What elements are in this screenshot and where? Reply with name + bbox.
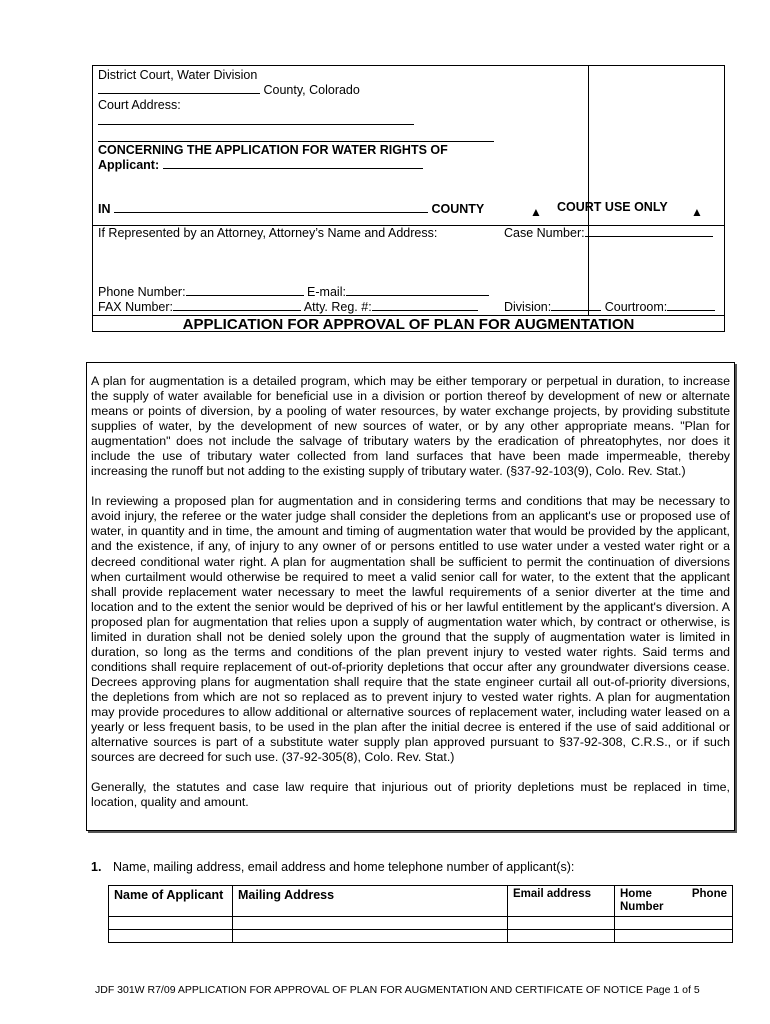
header-phone: Phone bbox=[691, 888, 727, 900]
county-label: COUNTY bbox=[431, 202, 485, 216]
applicant-phone-cell[interactable] bbox=[615, 930, 733, 943]
info-box bbox=[86, 362, 735, 831]
atty-reg-label: Atty. Reg. #: bbox=[303, 300, 372, 314]
question-1 bbox=[91, 860, 574, 875]
table-row bbox=[109, 930, 733, 943]
court-use-left-arrow-icon: ▲ bbox=[530, 205, 542, 219]
court-use-right-arrow-icon: ▲ bbox=[691, 205, 703, 219]
court-address-label: Court Address: bbox=[98, 98, 181, 112]
applicant-blank[interactable] bbox=[163, 158, 423, 169]
division-line bbox=[504, 300, 715, 315]
email-label: E-mail: bbox=[307, 285, 346, 299]
question-1-text: Name, mailing address, email address and home telephone number of applicant(s): bbox=[113, 860, 575, 874]
applicant-email-cell[interactable] bbox=[508, 930, 615, 943]
header-email-address: Email address bbox=[508, 886, 615, 917]
table-row bbox=[109, 917, 733, 930]
courtroom-label: Courtroom: bbox=[604, 300, 668, 314]
county-line bbox=[98, 83, 360, 98]
form-title: APPLICATION FOR APPROVAL OF PLAN FOR AUGMENTATION bbox=[182, 316, 635, 333]
in-label: IN bbox=[98, 202, 111, 216]
page-footer: JDF 301W R7/09 APPLICATION FOR APPROVAL OF PLAN FOR AUGMENTATION AND CERTIFICATE OF NOTICE Page 1 of 5 bbox=[95, 984, 700, 996]
court-address-rule bbox=[98, 141, 494, 142]
county-blank[interactable] bbox=[98, 83, 260, 94]
division-blank[interactable] bbox=[551, 300, 601, 311]
question-1-number: 1. bbox=[91, 860, 102, 874]
court-address-blank[interactable] bbox=[98, 124, 414, 125]
applicant-line bbox=[98, 158, 423, 173]
attorney-label: If Represented by an Attorney, Attorney’s Name and Address: bbox=[98, 226, 438, 240]
county-suffix: County, Colorado bbox=[263, 83, 360, 97]
fax-blank[interactable] bbox=[173, 300, 301, 311]
header-number: Number bbox=[620, 901, 664, 913]
applicant-name-cell[interactable] bbox=[109, 930, 233, 943]
phone-line bbox=[98, 285, 489, 300]
header-name-of-applicant: Name of Applicant bbox=[109, 886, 233, 917]
email-blank[interactable] bbox=[346, 285, 489, 296]
case-number-blank[interactable] bbox=[585, 226, 713, 237]
caption-box bbox=[92, 65, 725, 332]
courtroom-blank[interactable] bbox=[667, 300, 715, 311]
division-label: Division: bbox=[504, 300, 552, 314]
applicant-address-cell[interactable] bbox=[233, 930, 508, 943]
caption-divider-vertical bbox=[588, 66, 589, 315]
court-name: District Court, Water Division bbox=[98, 68, 258, 82]
case-number-label: Case Number: bbox=[504, 226, 585, 240]
applicant-table bbox=[108, 885, 733, 943]
phone-label: Phone Number: bbox=[98, 285, 186, 299]
table-header-row bbox=[109, 886, 733, 917]
info-paragraph-review: In reviewing a proposed plan for augmentation and in considering terms and conditions that may be necessary to avoid injury, the referee or the water judge shall consider the depletions from an applicant's use or proposed use of water, in quantity and in time, the amount and timing of augmentation water that would be provided by the applicant, and the existence, if any, of injury to any owner of or persons entitled to use water under a vested water right or a decreed conditional water right. A plan for augmentation shall be sufficient to permit the continuation of diversions when curtailment would otherwise be required to meet a valid senior call for water, to the extent that the applicant shall provide replacement water necessary to meet the lawful requirements of a senior diverter at the time and location and to the extent the senior would be deprived of his or her lawful entitlement by the applicant's diversion. A proposed plan for augmentation that relies upon a supply of augmentation water which, by contract or otherwise, is limited in duration shall not be denied solely upon the ground that the supply of augmentation water is limited in duration, so long as the terms and conditions of the plan prevent injury to vested water rights. Said terms and conditions shall require replacement of out-of-priority depletions that occur after any groundwater diversions cease. Decrees approving plans for augmentation shall require that the state engineer curtail all out-of-priority diversions, the depletions from which are not so replaced as to prevent injury to vested water rights. A plan for augmentation may provide procedures to allow additional or alternative sources of replacement water, including water leased on a yearly or less frequent basis, to be used in the plan after the initial decree is entered if the use of said additional or alternative sources is part of a substitute water supply plan approved pursuant to §37-92-308, C.R.S., or if such sources are decreed for such use. (37-92-305(8), Colo. Rev. Stat.) bbox=[91, 494, 730, 765]
phone-blank[interactable] bbox=[186, 285, 304, 296]
applicant-phone-cell[interactable] bbox=[615, 917, 733, 930]
header-home-phone bbox=[615, 886, 733, 917]
applicant-name-cell[interactable] bbox=[109, 917, 233, 930]
applicant-email-cell[interactable] bbox=[508, 917, 615, 930]
info-paragraph-definition: A plan for augmentation is a detailed program, which may be either temporary or perpetual in duration, to increase the supply of water available for beneficial use in a division or portion thereof by development of new or alternate means or points of diversion, by a pooling of water resources, by water exchange projects, by providing substitute supplies of water, by the development of new sources of water, or by any other appropriate means. "Plan for augmentation" does not include the salvage of tributary waters by the eradication of phreatophytes, nor does it include the use of tributary water collected from land surfaces that have been made impermeable, thereby increasing the runoff but not adding to the existing supply of tributary water. (§37-92-103(9), Colo. Rev. Stat.) bbox=[91, 374, 730, 479]
in-county-line bbox=[98, 202, 484, 217]
fax-line bbox=[98, 300, 478, 315]
applicant-label: Applicant: bbox=[98, 158, 160, 172]
header-mailing-address: Mailing Address bbox=[233, 886, 508, 917]
case-number-line bbox=[504, 226, 713, 241]
header-home: Home bbox=[620, 888, 652, 900]
info-text bbox=[91, 374, 730, 825]
fax-label: FAX Number: bbox=[98, 300, 174, 314]
applicant-address-cell[interactable] bbox=[233, 917, 508, 930]
in-county-blank[interactable] bbox=[114, 202, 428, 213]
concerning-heading: CONCERNING THE APPLICATION FOR WATER RIGHTS OF bbox=[98, 143, 448, 157]
info-paragraph-summary: Generally, the statutes and case law require that injurious out of priority depletions must be replaced in time, location, quality and amount. bbox=[91, 780, 730, 810]
atty-reg-blank[interactable] bbox=[372, 300, 478, 311]
court-use-only: COURT USE ONLY bbox=[557, 200, 668, 214]
